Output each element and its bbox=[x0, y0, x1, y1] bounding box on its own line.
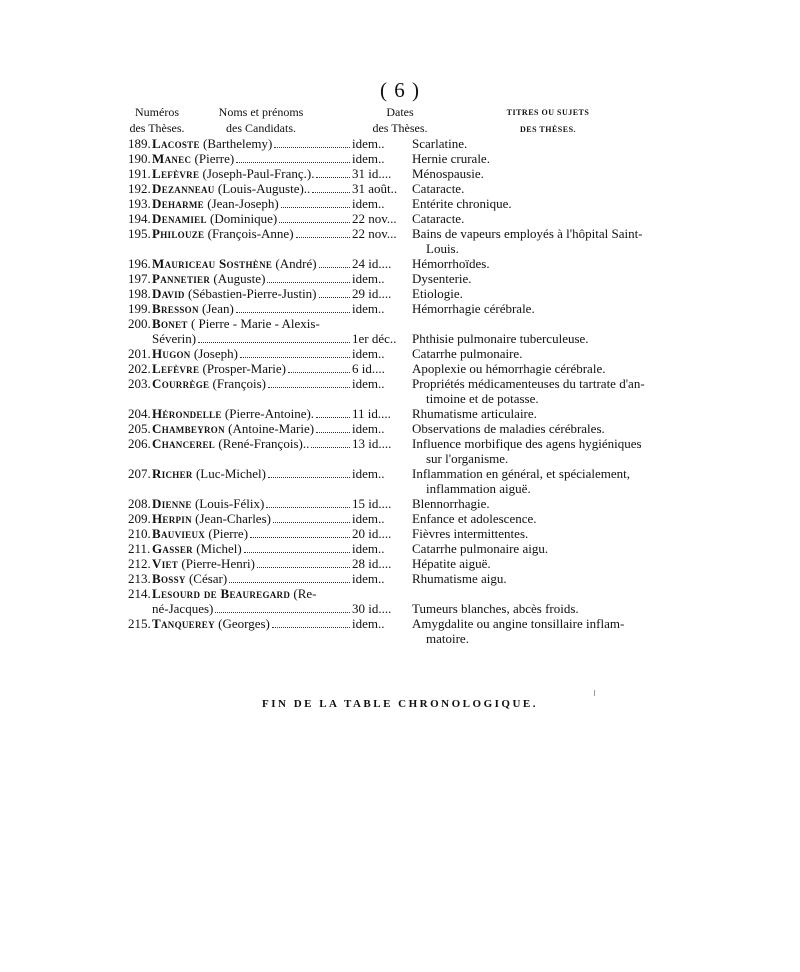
candidate-surname: Bresson bbox=[152, 301, 199, 316]
table-row bbox=[128, 616, 688, 646]
thesis-date: idem.. bbox=[352, 301, 385, 316]
thesis-date: 29 id.... bbox=[352, 286, 392, 301]
thesis-date: idem.. bbox=[352, 376, 385, 391]
leader-dots bbox=[267, 282, 350, 283]
candidate-name-cell bbox=[152, 151, 352, 166]
thesis-title-line: Tumeurs blanches, abcès froids. bbox=[412, 601, 579, 616]
table-row bbox=[128, 151, 688, 166]
thesis-title bbox=[412, 361, 688, 376]
thesis-number: 193. bbox=[128, 196, 151, 211]
candidate-given-names: (Joseph-Paul-Franç.). bbox=[202, 166, 315, 181]
candidate-given-names: (André) bbox=[275, 256, 317, 271]
thesis-title-line: sur l'organisme. bbox=[426, 451, 509, 466]
table-row bbox=[128, 256, 688, 271]
table-row bbox=[128, 466, 688, 496]
thesis-title-line: Blennorrhagie. bbox=[412, 496, 490, 511]
thesis-number: 201. bbox=[128, 346, 151, 361]
thesis-date: 20 id.... bbox=[352, 526, 392, 541]
candidate-surname: Denamiel bbox=[152, 211, 207, 226]
thesis-title-line: Dysenterie. bbox=[412, 271, 472, 286]
table-row bbox=[128, 301, 688, 316]
thesis-title-line: Cataracte. bbox=[412, 181, 465, 196]
candidate-given-names: (Auguste) bbox=[213, 271, 266, 286]
candidate-given-names: (Barthelemy) bbox=[203, 136, 273, 151]
candidate-surname: Gasser bbox=[152, 541, 193, 556]
candidate-surname: Manec bbox=[152, 151, 192, 166]
candidate-surname: Deharme bbox=[152, 196, 204, 211]
candidate-given-names: (Pierre) bbox=[208, 526, 249, 541]
candidate-given-names: (César) bbox=[188, 571, 228, 586]
thesis-number: 208. bbox=[128, 496, 151, 511]
thesis-number: 196. bbox=[128, 256, 151, 271]
table-row bbox=[128, 196, 688, 211]
thesis-title-line: Entérite chronique. bbox=[412, 196, 512, 211]
candidate-name-cell bbox=[152, 256, 352, 271]
candidate-name-cell bbox=[152, 226, 352, 241]
leader-dots bbox=[268, 387, 350, 388]
candidate-given-names: (Joseph) bbox=[193, 346, 238, 361]
thesis-title-line: inflammation aiguë. bbox=[426, 481, 531, 496]
thesis-title bbox=[412, 586, 688, 616]
thesis-title-line: Apoplexie ou hémorrhagie cérébrale. bbox=[412, 361, 606, 376]
thesis-table bbox=[128, 136, 688, 646]
thesis-number: 190. bbox=[128, 151, 151, 166]
thesis-title bbox=[412, 286, 688, 301]
candidate-name-cell bbox=[152, 301, 352, 316]
candidate-surname: Lacoste bbox=[152, 136, 200, 151]
thesis-title-line: Scarlatine. bbox=[412, 136, 468, 151]
leader-dots bbox=[215, 612, 350, 613]
leader-dots bbox=[316, 432, 350, 433]
thesis-number: 191. bbox=[128, 166, 151, 181]
table-row bbox=[128, 541, 688, 556]
leader-dots bbox=[273, 522, 350, 523]
candidate-name-cell bbox=[152, 196, 352, 211]
thesis-date: idem.. bbox=[352, 421, 385, 436]
print-speck bbox=[594, 690, 595, 696]
end-title: FIN DE LA TABLE CHRONOLOGIQUE. bbox=[262, 698, 538, 710]
thesis-date: idem.. bbox=[352, 196, 385, 211]
thesis-number: 211. bbox=[128, 541, 151, 556]
thesis-date: 15 id.... bbox=[352, 496, 392, 511]
candidate-name-cell bbox=[152, 346, 352, 361]
candidate-name-cell bbox=[152, 616, 352, 631]
thesis-number: 205. bbox=[128, 421, 151, 436]
candidate-given-names: (Antoine-Marie) bbox=[228, 421, 315, 436]
table-row bbox=[128, 166, 688, 181]
table-row bbox=[128, 571, 688, 586]
thesis-title bbox=[412, 436, 688, 466]
thesis-number: 213. bbox=[128, 571, 151, 586]
candidate-name-cell bbox=[152, 571, 352, 586]
candidate-surname: Hugon bbox=[152, 346, 191, 361]
table-row bbox=[128, 496, 688, 511]
table-row bbox=[128, 586, 688, 616]
candidate-name-cell bbox=[152, 436, 352, 451]
thesis-number: 207. bbox=[128, 466, 151, 481]
leader-dots bbox=[288, 372, 350, 373]
thesis-date: idem.. bbox=[352, 151, 385, 166]
thesis-date: 22 nov... bbox=[352, 226, 397, 241]
thesis-title bbox=[412, 526, 688, 541]
thesis-date: idem.. bbox=[352, 466, 385, 481]
candidate-given-names: (Luc-Michel) bbox=[195, 466, 266, 481]
candidate-name-cell bbox=[152, 511, 352, 526]
thesis-number: 209. bbox=[128, 511, 151, 526]
thesis-number: 198. bbox=[128, 286, 151, 301]
leader-dots bbox=[268, 477, 350, 478]
candidate-given-names: (Jean-Joseph) bbox=[207, 196, 279, 211]
candidate-surname: Courrège bbox=[152, 376, 210, 391]
candidate-name-cell bbox=[152, 586, 352, 616]
thesis-date: 31 id.... bbox=[352, 166, 392, 181]
candidate-given-names: (René-François).. bbox=[218, 436, 310, 451]
candidate-given-names-cont: né-Jacques) bbox=[152, 601, 214, 616]
thesis-number: 203. bbox=[128, 376, 151, 391]
thesis-title-line: Amygdalite ou angine tonsillaire inflam- bbox=[412, 616, 625, 631]
candidate-given-names: (Re- bbox=[293, 586, 317, 601]
thesis-title-line: Hémorrhoïdes. bbox=[412, 256, 490, 271]
thesis-title bbox=[412, 511, 688, 526]
thesis-title bbox=[412, 421, 688, 436]
leader-dots bbox=[279, 222, 350, 223]
candidate-surname: Hérondelle bbox=[152, 406, 222, 421]
page-number: ( 6 ) bbox=[380, 78, 420, 102]
candidate-surname: Herpin bbox=[152, 511, 192, 526]
leader-dots bbox=[229, 582, 350, 583]
table-row bbox=[128, 136, 688, 151]
thesis-title bbox=[412, 301, 688, 316]
thesis-date: idem.. bbox=[352, 271, 385, 286]
candidate-surname: Tanquerey bbox=[152, 616, 215, 631]
thesis-title-line: Catarrhe pulmonaire. bbox=[412, 346, 523, 361]
header-dates: Dates des Thèses. bbox=[372, 105, 428, 135]
thesis-title-line: Influence morbifique des agens hygiéniques bbox=[412, 436, 642, 451]
header-titles: TITRES OU SUJETS DES THÈSES. bbox=[506, 108, 590, 134]
thesis-title-line: Hernie crurale. bbox=[412, 151, 490, 166]
candidate-name-cell bbox=[152, 286, 352, 301]
thesis-title bbox=[412, 211, 688, 226]
candidate-given-names-cont: Séverin) bbox=[152, 331, 197, 346]
candidate-given-names: (Michel) bbox=[196, 541, 242, 556]
thesis-number: 197. bbox=[128, 271, 151, 286]
candidate-surname: David bbox=[152, 286, 185, 301]
leader-dots bbox=[319, 297, 350, 298]
candidate-surname: Pannetier bbox=[152, 271, 211, 286]
candidate-name-cell bbox=[152, 376, 352, 391]
thesis-title-line: Bains de vapeurs employés à l'hôpital Saint- bbox=[412, 226, 643, 241]
table-row bbox=[128, 436, 688, 466]
thesis-title bbox=[412, 376, 688, 406]
thesis-date: idem.. bbox=[352, 541, 385, 556]
thesis-title-line: Observations de maladies cérébrales. bbox=[412, 421, 605, 436]
thesis-title-line: matoire. bbox=[426, 631, 469, 646]
thesis-title-line: Hépatite aiguë. bbox=[412, 556, 491, 571]
thesis-title bbox=[412, 571, 688, 586]
thesis-title bbox=[412, 256, 688, 271]
candidate-given-names: (Georges) bbox=[218, 616, 270, 631]
candidate-given-names: (Pierre) bbox=[194, 151, 235, 166]
leader-dots bbox=[244, 552, 350, 553]
thesis-date: idem.. bbox=[352, 616, 385, 631]
candidate-name-cell bbox=[152, 496, 352, 511]
thesis-title bbox=[412, 466, 688, 496]
candidate-surname: Philouze bbox=[152, 226, 205, 241]
candidate-name-cell bbox=[152, 166, 352, 181]
leader-dots bbox=[266, 507, 350, 508]
leader-dots bbox=[274, 147, 350, 148]
candidate-given-names: (Louis-Félix) bbox=[194, 496, 265, 511]
thesis-number: 189. bbox=[128, 136, 151, 151]
candidate-given-names: (Jean) bbox=[202, 301, 234, 316]
thesis-number: 215. bbox=[128, 616, 151, 631]
table-row bbox=[128, 361, 688, 376]
header-number: Numéros des Thèses. bbox=[129, 105, 185, 135]
candidate-given-names: (Sébastien-Pierre-Justin) bbox=[187, 286, 317, 301]
thesis-number: 202. bbox=[128, 361, 151, 376]
candidate-name-cell bbox=[152, 466, 352, 481]
thesis-date: 24 id.... bbox=[352, 256, 392, 271]
table-row bbox=[128, 376, 688, 406]
thesis-title-line: Rhumatisme aigu. bbox=[412, 571, 507, 586]
thesis-date: idem.. bbox=[352, 346, 385, 361]
thesis-number: 200. bbox=[128, 316, 151, 331]
table-row bbox=[128, 556, 688, 571]
candidate-surname: Chancerel bbox=[152, 436, 216, 451]
candidate-given-names: (Pierre-Antoine). bbox=[224, 406, 315, 421]
leader-dots bbox=[312, 192, 350, 193]
leader-dots bbox=[281, 207, 350, 208]
thesis-title bbox=[412, 556, 688, 571]
thesis-date: 28 id.... bbox=[352, 556, 392, 571]
candidate-surname: Lefèvre bbox=[152, 361, 200, 376]
thesis-title bbox=[412, 166, 688, 181]
candidate-surname: Richer bbox=[152, 466, 193, 481]
thesis-title-line: Enfance et adolescence. bbox=[412, 511, 537, 526]
thesis-title-line: Inflammation en général, et spécialement, bbox=[412, 466, 631, 481]
table-row bbox=[128, 406, 688, 421]
thesis-title bbox=[412, 616, 688, 646]
candidate-given-names: (Louis-Auguste).. bbox=[217, 181, 311, 196]
table-row bbox=[128, 346, 688, 361]
thesis-date: 30 id.... bbox=[352, 601, 392, 616]
candidate-name-cell bbox=[152, 271, 352, 286]
leader-dots bbox=[316, 417, 350, 418]
leader-dots bbox=[272, 627, 350, 628]
thesis-number: 199. bbox=[128, 301, 151, 316]
thesis-title-line: Catarrhe pulmonaire aigu. bbox=[412, 541, 549, 556]
thesis-title-line: Phthisie pulmonaire tuberculeuse. bbox=[412, 331, 589, 346]
candidate-name-cell bbox=[152, 136, 352, 151]
leader-dots bbox=[311, 447, 350, 448]
thesis-number: 192. bbox=[128, 181, 151, 196]
table-row bbox=[128, 211, 688, 226]
candidate-name-cell bbox=[152, 541, 352, 556]
table-row bbox=[128, 226, 688, 256]
candidate-name-cell bbox=[152, 421, 352, 436]
thesis-date: idem.. bbox=[352, 136, 385, 151]
table-row bbox=[128, 421, 688, 436]
thesis-title bbox=[412, 271, 688, 286]
candidate-name-cell bbox=[152, 316, 352, 346]
thesis-title bbox=[412, 196, 688, 211]
thesis-title bbox=[412, 136, 688, 151]
thesis-title bbox=[412, 346, 688, 361]
candidate-surname: Lefèvre bbox=[152, 166, 200, 181]
candidate-surname: Bossy bbox=[152, 571, 186, 586]
leader-dots bbox=[236, 162, 350, 163]
leader-dots bbox=[319, 267, 350, 268]
thesis-title-line: Etiologie. bbox=[412, 286, 463, 301]
leader-dots bbox=[198, 342, 350, 343]
candidate-name-cell bbox=[152, 556, 352, 571]
table-row bbox=[128, 181, 688, 196]
thesis-title bbox=[412, 226, 688, 256]
candidate-surname: Dienne bbox=[152, 496, 192, 511]
thesis-title-line: Propriétés médicamenteuses du tartrate d'an- bbox=[412, 376, 645, 391]
thesis-title-line: Hémorrhagie cérébrale. bbox=[412, 301, 535, 316]
candidate-name-cell bbox=[152, 406, 352, 421]
table-row bbox=[128, 511, 688, 526]
thesis-number: 206. bbox=[128, 436, 151, 451]
thesis-number: 195. bbox=[128, 226, 151, 241]
candidate-given-names: (Pierre-Henri) bbox=[181, 556, 255, 571]
thesis-title bbox=[412, 316, 688, 346]
candidate-given-names: (Dominique) bbox=[210, 211, 278, 226]
thesis-date: 6 id.... bbox=[352, 361, 385, 376]
thesis-number: 210. bbox=[128, 526, 151, 541]
thesis-title bbox=[412, 181, 688, 196]
thesis-title bbox=[412, 151, 688, 166]
thesis-title-line: Rhumatisme articulaire. bbox=[412, 406, 537, 421]
thesis-number: 212. bbox=[128, 556, 151, 571]
thesis-title-line: timoine et de potasse. bbox=[426, 391, 539, 406]
thesis-date: 31 août.. bbox=[352, 181, 398, 196]
table-row bbox=[128, 286, 688, 301]
thesis-title-line: Louis. bbox=[426, 241, 459, 256]
candidate-surname: Chambeyron bbox=[152, 421, 225, 436]
thesis-title bbox=[412, 496, 688, 511]
thesis-date: 22 nov... bbox=[352, 211, 397, 226]
header-names: Noms et prénoms des Candidats. bbox=[218, 105, 304, 135]
thesis-number: 214. bbox=[128, 586, 151, 601]
table-row bbox=[128, 271, 688, 286]
leader-dots bbox=[250, 537, 350, 538]
candidate-surname: Lesourd de Beauregard bbox=[152, 586, 291, 601]
candidate-name-cell bbox=[152, 181, 352, 196]
table-row bbox=[128, 526, 688, 541]
thesis-date: 13 id.... bbox=[352, 436, 392, 451]
thesis-date: idem.. bbox=[352, 511, 385, 526]
leader-dots bbox=[296, 237, 350, 238]
candidate-given-names: (François-Anne) bbox=[207, 226, 294, 241]
leader-dots bbox=[236, 312, 350, 313]
candidate-surname: Bonet bbox=[152, 316, 188, 331]
thesis-date: 1er déc.. bbox=[352, 331, 397, 346]
thesis-number: 204. bbox=[128, 406, 151, 421]
thesis-date: idem.. bbox=[352, 571, 385, 586]
candidate-surname: Viet bbox=[152, 556, 179, 571]
thesis-date: 11 id.... bbox=[352, 406, 391, 421]
candidate-name-cell bbox=[152, 526, 352, 541]
candidate-given-names: ( Pierre - Marie - Alexis- bbox=[190, 316, 320, 331]
candidate-surname: Dezanneau bbox=[152, 181, 215, 196]
candidate-name-cell bbox=[152, 361, 352, 376]
candidate-surname: Bauvieux bbox=[152, 526, 206, 541]
candidate-name-cell bbox=[152, 211, 352, 226]
leader-dots bbox=[316, 177, 350, 178]
candidate-surname: Mauriceau Sosthène bbox=[152, 256, 273, 271]
leader-dots bbox=[240, 357, 350, 358]
candidate-given-names: (Jean-Charles) bbox=[195, 511, 271, 526]
candidate-given-names: (François) bbox=[212, 376, 266, 391]
thesis-title-line: Ménospausie. bbox=[412, 166, 484, 181]
leader-dots bbox=[257, 567, 350, 568]
thesis-title bbox=[412, 406, 688, 421]
candidate-given-names: (Prosper-Marie) bbox=[202, 361, 287, 376]
table-row bbox=[128, 316, 688, 346]
thesis-title-line: Fièvres intermittentes. bbox=[412, 526, 529, 541]
thesis-number: 194. bbox=[128, 211, 151, 226]
thesis-title bbox=[412, 541, 688, 556]
thesis-title-line: Cataracte. bbox=[412, 211, 465, 226]
